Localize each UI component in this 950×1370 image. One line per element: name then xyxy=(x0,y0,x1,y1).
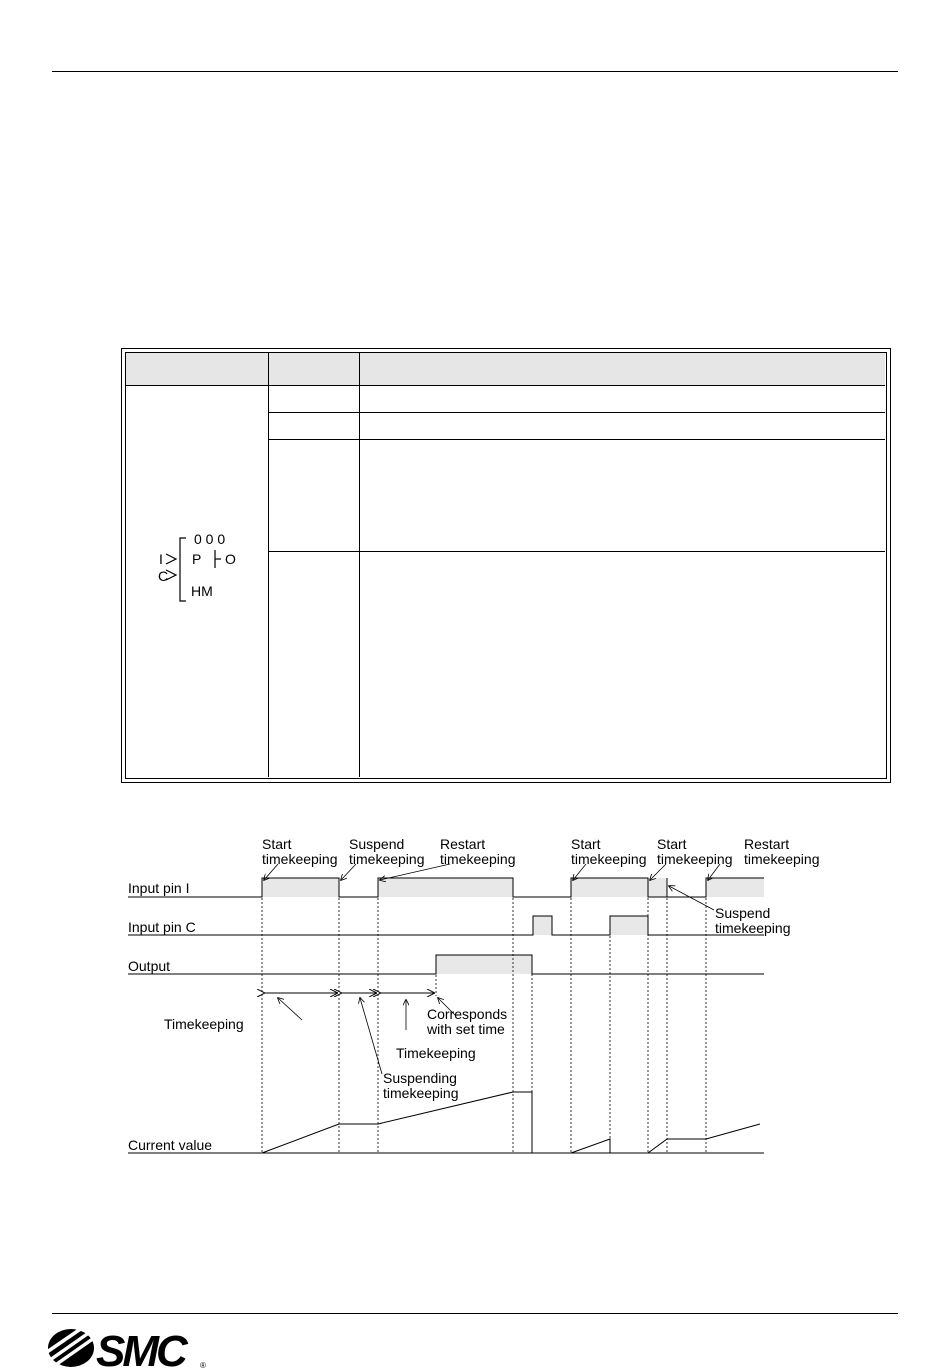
timer-block-symbol xyxy=(156,532,246,604)
callout-start-3-sub: timekeeping xyxy=(657,851,733,867)
callout-start-1-sub: timekeeping xyxy=(262,851,338,867)
pin-c-label: C xyxy=(158,568,169,584)
callout-start-3: Start xyxy=(657,836,687,852)
callout-suspend-1: Suspend xyxy=(349,836,405,852)
callout-suspend-2: Suspend xyxy=(715,905,771,921)
column-divider xyxy=(359,353,360,777)
callout-suspend-2-sub: timekeeping xyxy=(715,920,791,936)
callout-restart-1: Restart xyxy=(440,836,486,852)
time-unit-label: HM xyxy=(191,583,213,599)
header-rule xyxy=(52,71,898,72)
output-high-shade xyxy=(436,955,532,974)
row-divider xyxy=(269,412,885,413)
set-value-label: 0 0 0 xyxy=(194,531,226,547)
input-i-high-shade xyxy=(571,878,648,897)
table-header-row xyxy=(126,353,885,386)
timing-chart xyxy=(120,830,830,1165)
current-value-ramp-2 xyxy=(571,1139,610,1153)
pin-i-label: I xyxy=(159,551,163,567)
input-c-waveform xyxy=(128,916,764,935)
annotation-corresponds: Corresponds xyxy=(427,1006,508,1022)
callout-restart-2-sub: timekeeping xyxy=(744,851,820,867)
annotation-suspending: Suspending xyxy=(383,1070,457,1086)
input-i-high-shade xyxy=(378,878,513,897)
signal-label-output: Output xyxy=(128,958,171,974)
signal-label-current-value: Current value xyxy=(128,1137,213,1153)
column-divider xyxy=(268,353,269,777)
input-i-high-shade xyxy=(648,878,667,897)
callout-restart-1-sub: timekeeping xyxy=(440,851,516,867)
input-c-high-shade xyxy=(533,916,552,935)
signal-label-input-i: Input pin I xyxy=(128,880,190,896)
registered-mark: ® xyxy=(200,1361,206,1370)
current-value-ramp-3 xyxy=(648,1124,760,1153)
smc-logo xyxy=(46,1324,212,1370)
callout-suspend-1-sub: timekeeping xyxy=(349,851,425,867)
timer-type-label: P xyxy=(192,551,202,567)
input-c-high-shade xyxy=(610,916,648,935)
input-i-high-shade xyxy=(262,878,339,897)
input-i-high-shade xyxy=(706,878,764,897)
signal-label-input-c: Input pin C xyxy=(128,919,196,935)
annotation-corresponds-sub: with set time xyxy=(427,1021,505,1037)
callout-start-1: Start xyxy=(262,836,292,852)
callout-restart-2: Restart xyxy=(744,836,790,852)
pin-o-label: O xyxy=(225,551,236,567)
callout-start-2-sub: timekeeping xyxy=(571,851,647,867)
row-divider xyxy=(269,551,885,552)
annotation-timekeeping-2: Timekeeping xyxy=(396,1045,476,1061)
footer-rule xyxy=(52,1313,898,1314)
callout-start-2: Start xyxy=(571,836,601,852)
row-divider xyxy=(269,439,885,440)
annotation-timekeeping-1: Timekeeping xyxy=(164,1016,244,1032)
annotation-suspending-sub: timekeeping xyxy=(383,1085,459,1101)
current-value-ramp-1 xyxy=(262,1092,532,1153)
smc-logo-wordmark: SMC xyxy=(96,1327,185,1370)
